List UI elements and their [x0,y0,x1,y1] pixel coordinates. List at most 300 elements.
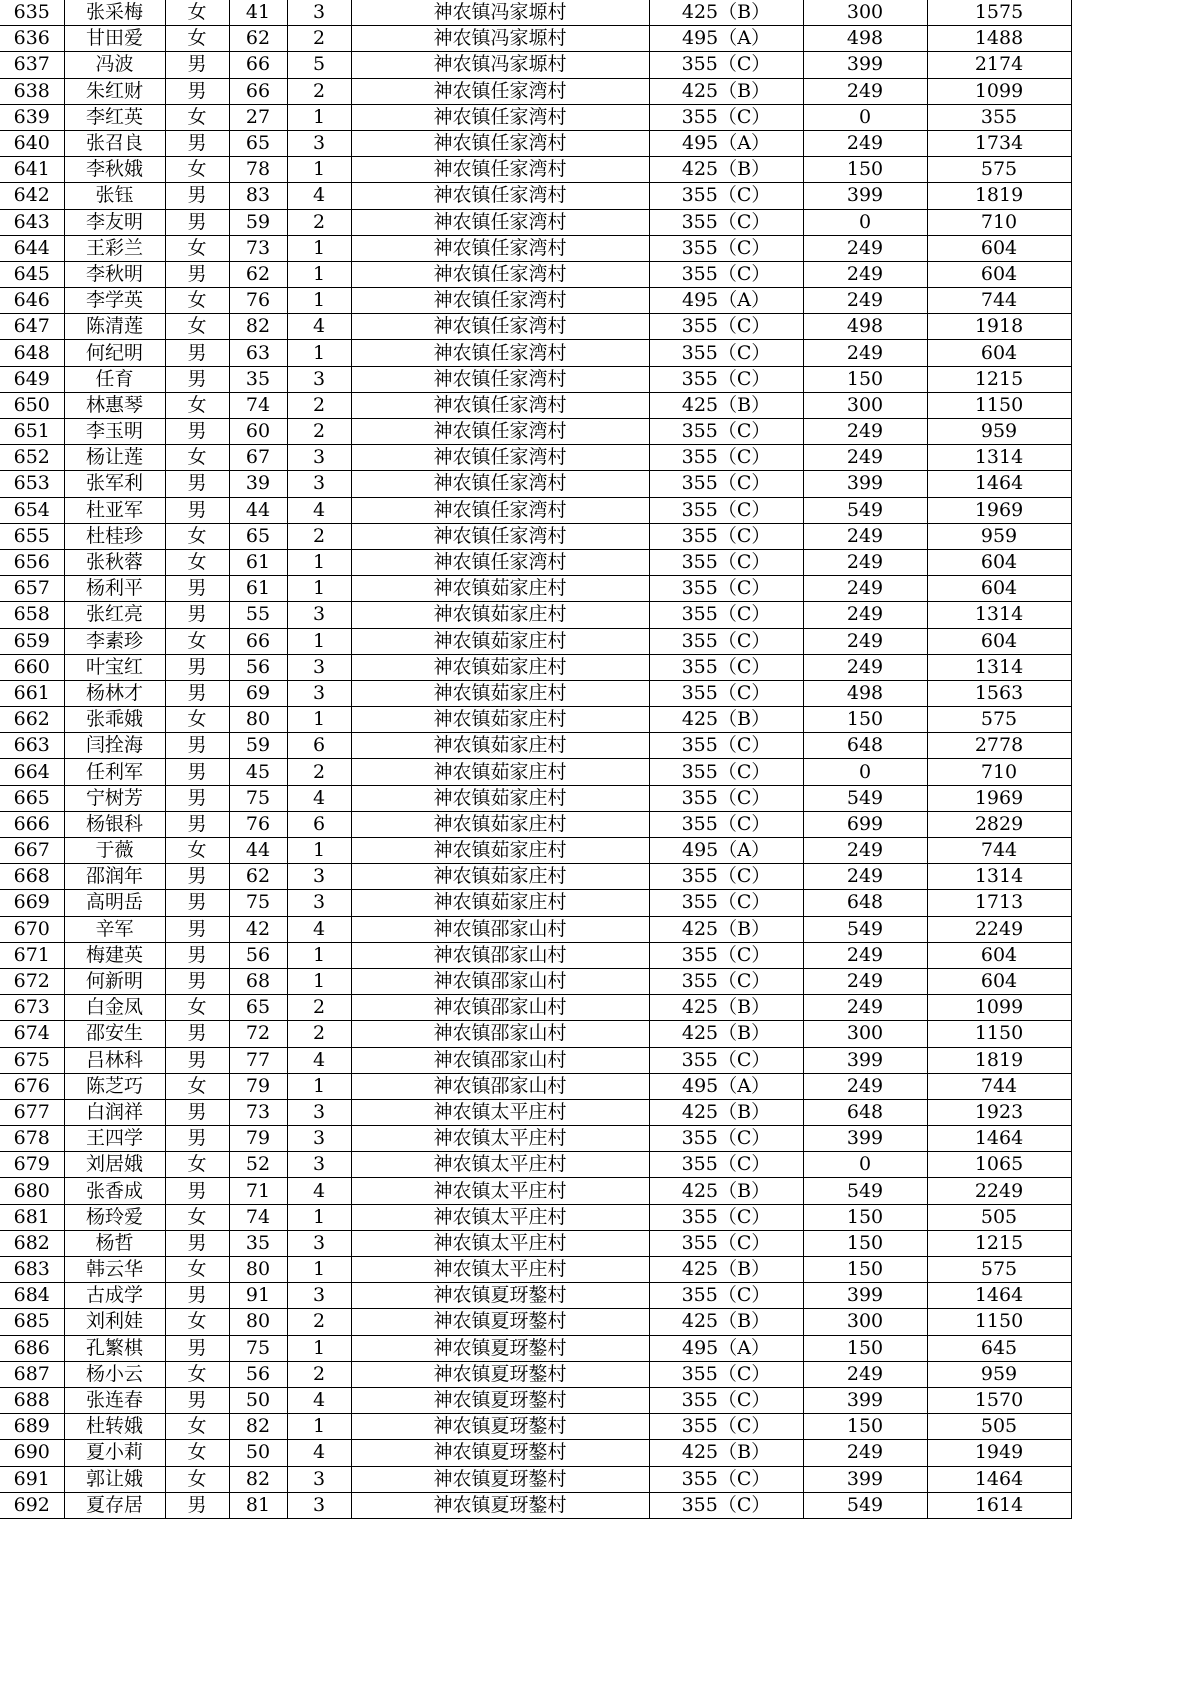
subsidy-amount-cell: 498 [803,314,927,340]
standard-level-cell: 355（C） [649,523,803,549]
person-name-cell: 杜桂珍 [64,523,165,549]
subsidy-amount-cell: 549 [803,1178,927,1204]
gender-cell: 男 [165,52,229,78]
total-amount-cell: 710 [927,209,1071,235]
village-cell: 神农镇茹家庄村 [351,576,649,602]
gender-cell: 男 [165,1387,229,1413]
table-row [0,890,1071,916]
age-cell: 55 [229,602,287,628]
age-cell: 75 [229,785,287,811]
total-amount-cell: 1314 [927,445,1071,471]
village-cell: 神农镇冯家塬村 [351,26,649,52]
village-cell: 神农镇任家湾村 [351,104,649,130]
age-cell: 76 [229,288,287,314]
village-cell: 神农镇夏玡鏊村 [351,1309,649,1335]
row-number-cell: 653 [0,471,64,497]
gender-cell: 女 [165,1414,229,1440]
table-row [0,549,1071,575]
standard-level-cell: 355（C） [649,654,803,680]
row-number-cell: 682 [0,1230,64,1256]
table-row [0,340,1071,366]
row-number-cell: 690 [0,1440,64,1466]
total-amount-cell: 1570 [927,1387,1071,1413]
age-cell: 80 [229,707,287,733]
subsidy-amount-cell: 498 [803,680,927,706]
person-name-cell: 于薇 [64,838,165,864]
household-size-cell: 1 [287,1204,351,1230]
table-row [0,942,1071,968]
person-name-cell: 刘居娥 [64,1152,165,1178]
household-size-cell: 4 [287,1047,351,1073]
subsidy-amount-cell: 0 [803,104,927,130]
gender-cell: 女 [165,1073,229,1099]
gender-cell: 男 [165,183,229,209]
age-cell: 76 [229,811,287,837]
village-cell: 神农镇任家湾村 [351,130,649,156]
total-amount-cell: 1464 [927,1466,1071,1492]
age-cell: 56 [229,1361,287,1387]
village-cell: 神农镇茹家庄村 [351,733,649,759]
person-name-cell: 白金凤 [64,995,165,1021]
standard-level-cell: 355（C） [649,471,803,497]
person-name-cell: 杨让莲 [64,445,165,471]
gender-cell: 女 [165,104,229,130]
age-cell: 72 [229,1021,287,1047]
household-size-cell: 3 [287,1230,351,1256]
row-number-cell: 644 [0,235,64,261]
village-cell: 神农镇茹家庄村 [351,864,649,890]
row-number-cell: 673 [0,995,64,1021]
total-amount-cell: 1819 [927,1047,1071,1073]
standard-level-cell: 355（C） [649,104,803,130]
household-size-cell: 2 [287,78,351,104]
table-row [0,1466,1071,1492]
person-name-cell: 梅建英 [64,942,165,968]
table-row [0,628,1071,654]
person-name-cell: 叶宝红 [64,654,165,680]
row-number-cell: 668 [0,864,64,890]
village-cell: 神农镇太平庄村 [351,1152,649,1178]
household-size-cell: 1 [287,838,351,864]
table-row [0,445,1071,471]
table-row [0,78,1071,104]
gender-cell: 男 [165,733,229,759]
standard-level-cell: 425（B） [649,392,803,418]
subsidy-amount-cell: 249 [803,419,927,445]
gender-cell: 女 [165,1440,229,1466]
standard-level-cell: 425（B） [649,916,803,942]
row-number-cell: 645 [0,261,64,287]
total-amount-cell: 505 [927,1204,1071,1230]
gender-cell: 男 [165,864,229,890]
row-number-cell: 636 [0,26,64,52]
standard-level-cell: 355（C） [649,366,803,392]
row-number-cell: 674 [0,1021,64,1047]
age-cell: 45 [229,759,287,785]
gender-cell: 女 [165,445,229,471]
age-cell: 59 [229,209,287,235]
gender-cell: 男 [165,366,229,392]
total-amount-cell: 1150 [927,392,1071,418]
subsidy-amount-cell: 249 [803,288,927,314]
standard-level-cell: 355（C） [649,1492,803,1518]
age-cell: 44 [229,497,287,523]
standard-level-cell: 355（C） [649,602,803,628]
standard-level-cell: 495（A） [649,26,803,52]
household-size-cell: 4 [287,314,351,340]
table-row [0,1230,1071,1256]
table-row [0,838,1071,864]
subsidy-amount-cell: 150 [803,1257,927,1283]
village-cell: 神农镇茹家庄村 [351,628,649,654]
gender-cell: 男 [165,1126,229,1152]
row-number-cell: 652 [0,445,64,471]
standard-level-cell: 425（B） [649,157,803,183]
table-row [0,759,1071,785]
household-size-cell: 3 [287,864,351,890]
table-row [0,1152,1071,1178]
household-size-cell: 6 [287,733,351,759]
person-name-cell: 李秋娥 [64,157,165,183]
standard-level-cell: 355（C） [649,340,803,366]
total-amount-cell: 1314 [927,602,1071,628]
village-cell: 神农镇任家湾村 [351,471,649,497]
table-row [0,314,1071,340]
age-cell: 66 [229,78,287,104]
gender-cell: 男 [165,340,229,366]
person-name-cell: 杨小云 [64,1361,165,1387]
person-name-cell: 杨林才 [64,680,165,706]
gender-cell: 女 [165,157,229,183]
standard-level-cell: 355（C） [649,445,803,471]
village-cell: 神农镇茹家庄村 [351,707,649,733]
gender-cell: 男 [165,1099,229,1125]
table-row [0,1204,1071,1230]
total-amount-cell: 575 [927,707,1071,733]
standard-level-cell: 355（C） [649,52,803,78]
person-name-cell: 闫拴海 [64,733,165,759]
gender-cell: 女 [165,392,229,418]
age-cell: 35 [229,366,287,392]
village-cell: 神农镇冯家塬村 [351,52,649,78]
village-cell: 神农镇夏玡鏊村 [351,1440,649,1466]
subsidy-amount-cell: 498 [803,26,927,52]
village-cell: 神农镇太平庄村 [351,1257,649,1283]
subsidy-amount-cell: 399 [803,183,927,209]
household-size-cell: 2 [287,1361,351,1387]
table-row [0,419,1071,445]
age-cell: 66 [229,52,287,78]
standard-level-cell: 425（B） [649,1257,803,1283]
gender-cell: 女 [165,1361,229,1387]
person-name-cell: 杨利平 [64,576,165,602]
total-amount-cell: 1918 [927,314,1071,340]
person-name-cell: 甘田爱 [64,26,165,52]
person-name-cell: 孔繁棋 [64,1335,165,1361]
subsidy-amount-cell: 249 [803,1073,927,1099]
household-size-cell: 3 [287,680,351,706]
standard-level-cell: 355（C） [649,942,803,968]
household-size-cell: 1 [287,104,351,130]
standard-level-cell: 355（C） [649,1466,803,1492]
age-cell: 41 [229,0,287,26]
village-cell: 神农镇夏玡鏊村 [351,1466,649,1492]
subsidy-amount-cell: 399 [803,1466,927,1492]
row-number-cell: 670 [0,916,64,942]
household-size-cell: 2 [287,995,351,1021]
table-row [0,1492,1071,1518]
person-name-cell: 王四学 [64,1126,165,1152]
gender-cell: 男 [165,916,229,942]
gender-cell: 女 [165,1152,229,1178]
total-amount-cell: 604 [927,549,1071,575]
standard-level-cell: 355（C） [649,261,803,287]
total-amount-cell: 959 [927,523,1071,549]
total-amount-cell: 1969 [927,785,1071,811]
village-cell: 神农镇邵家山村 [351,968,649,994]
row-number-cell: 692 [0,1492,64,1518]
person-name-cell: 张召良 [64,130,165,156]
age-cell: 27 [229,104,287,130]
row-number-cell: 659 [0,628,64,654]
total-amount-cell: 575 [927,1257,1071,1283]
row-number-cell: 686 [0,1335,64,1361]
village-cell: 神农镇夏玡鏊村 [351,1414,649,1440]
row-number-cell: 685 [0,1309,64,1335]
person-name-cell: 韩云华 [64,1257,165,1283]
subsidy-amount-cell: 150 [803,366,927,392]
person-name-cell: 任利军 [64,759,165,785]
table-row [0,916,1071,942]
table-row [0,968,1071,994]
total-amount-cell: 2174 [927,52,1071,78]
household-size-cell: 3 [287,602,351,628]
total-amount-cell: 505 [927,1414,1071,1440]
subsidy-amount-cell: 150 [803,707,927,733]
table-row [0,157,1071,183]
person-name-cell: 林惠琴 [64,392,165,418]
row-number-cell: 641 [0,157,64,183]
person-name-cell: 李红英 [64,104,165,130]
household-size-cell: 4 [287,1387,351,1413]
age-cell: 78 [229,157,287,183]
person-name-cell: 辛军 [64,916,165,942]
total-amount-cell: 744 [927,1073,1071,1099]
table-row [0,707,1071,733]
gender-cell: 女 [165,235,229,261]
row-number-cell: 684 [0,1283,64,1309]
standard-level-cell: 355（C） [649,1204,803,1230]
row-number-cell: 649 [0,366,64,392]
subsidy-amount-cell: 549 [803,1492,927,1518]
village-cell: 神农镇任家湾村 [351,392,649,418]
household-size-cell: 3 [287,366,351,392]
age-cell: 50 [229,1440,287,1466]
table-row [0,1047,1071,1073]
standard-level-cell: 355（C） [649,1126,803,1152]
person-name-cell: 李秋明 [64,261,165,287]
total-amount-cell: 1150 [927,1309,1071,1335]
person-name-cell: 邵安生 [64,1021,165,1047]
household-size-cell: 1 [287,1335,351,1361]
table-row [0,130,1071,156]
household-size-cell: 4 [287,497,351,523]
household-size-cell: 1 [287,549,351,575]
standard-level-cell: 355（C） [649,1047,803,1073]
person-name-cell: 李友明 [64,209,165,235]
village-cell: 神农镇太平庄村 [351,1230,649,1256]
household-size-cell: 3 [287,130,351,156]
table-row [0,52,1071,78]
row-number-cell: 642 [0,183,64,209]
person-name-cell: 杜转娥 [64,1414,165,1440]
table-row [0,523,1071,549]
household-size-cell: 1 [287,707,351,733]
subsidy-amount-cell: 549 [803,497,927,523]
age-cell: 73 [229,1099,287,1125]
table-row [0,471,1071,497]
subsidy-amount-cell: 549 [803,785,927,811]
age-cell: 42 [229,916,287,942]
household-size-cell: 3 [287,471,351,497]
age-cell: 74 [229,1204,287,1230]
person-name-cell: 何纪明 [64,340,165,366]
person-name-cell: 陈芝巧 [64,1073,165,1099]
village-cell: 神农镇任家湾村 [351,209,649,235]
village-cell: 神农镇邵家山村 [351,942,649,968]
person-name-cell: 张秋蓉 [64,549,165,575]
gender-cell: 女 [165,26,229,52]
standard-level-cell: 355（C） [649,419,803,445]
total-amount-cell: 645 [927,1335,1071,1361]
village-cell: 神农镇茹家庄村 [351,680,649,706]
subsidy-amount-cell: 150 [803,1204,927,1230]
subsidy-amount-cell: 249 [803,549,927,575]
standard-level-cell: 355（C） [649,811,803,837]
row-number-cell: 647 [0,314,64,340]
household-size-cell: 1 [287,1073,351,1099]
total-amount-cell: 1614 [927,1492,1071,1518]
standard-level-cell: 425（B） [649,78,803,104]
person-name-cell: 古成学 [64,1283,165,1309]
row-number-cell: 658 [0,602,64,628]
village-cell: 神农镇任家湾村 [351,235,649,261]
village-cell: 神农镇邵家山村 [351,995,649,1021]
total-amount-cell: 2778 [927,733,1071,759]
village-cell: 神农镇茹家庄村 [351,759,649,785]
table-row [0,0,1071,26]
village-cell: 神农镇任家湾村 [351,78,649,104]
age-cell: 67 [229,445,287,471]
standard-level-cell: 355（C） [649,1414,803,1440]
table-row [0,864,1071,890]
total-amount-cell: 1575 [927,0,1071,26]
person-name-cell: 夏存居 [64,1492,165,1518]
gender-cell: 女 [165,0,229,26]
person-name-cell: 朱红财 [64,78,165,104]
household-size-cell: 2 [287,523,351,549]
row-number-cell: 688 [0,1387,64,1413]
row-number-cell: 691 [0,1466,64,1492]
village-cell: 神农镇茹家庄村 [351,602,649,628]
age-cell: 80 [229,1257,287,1283]
age-cell: 63 [229,340,287,366]
standard-level-cell: 355（C） [649,183,803,209]
gender-cell: 男 [165,209,229,235]
person-name-cell: 任育 [64,366,165,392]
age-cell: 75 [229,890,287,916]
age-cell: 75 [229,1335,287,1361]
subsidy-amount-cell: 300 [803,0,927,26]
total-amount-cell: 744 [927,288,1071,314]
total-amount-cell: 959 [927,419,1071,445]
row-number-cell: 664 [0,759,64,785]
household-size-cell: 6 [287,811,351,837]
total-amount-cell: 1464 [927,1126,1071,1152]
standard-level-cell: 355（C） [649,759,803,785]
standard-level-cell: 425（B） [649,995,803,1021]
table-row [0,811,1071,837]
age-cell: 35 [229,1230,287,1256]
subsidy-amount-cell: 399 [803,1283,927,1309]
row-number-cell: 657 [0,576,64,602]
age-cell: 62 [229,864,287,890]
total-amount-cell: 1949 [927,1440,1071,1466]
standard-level-cell: 355（C） [649,1230,803,1256]
standard-level-cell: 425（B） [649,1309,803,1335]
village-cell: 神农镇太平庄村 [351,1099,649,1125]
table-row [0,183,1071,209]
village-cell: 神农镇冯家塬村 [351,0,649,26]
total-amount-cell: 1713 [927,890,1071,916]
table-row [0,1335,1071,1361]
table-row [0,602,1071,628]
person-name-cell: 邵润年 [64,864,165,890]
person-name-cell: 张军利 [64,471,165,497]
village-cell: 神农镇任家湾村 [351,523,649,549]
row-number-cell: 660 [0,654,64,680]
subsidy-amount-cell: 0 [803,209,927,235]
standard-level-cell: 355（C） [649,549,803,575]
total-amount-cell: 1215 [927,1230,1071,1256]
age-cell: 50 [229,1387,287,1413]
total-amount-cell: 959 [927,1361,1071,1387]
table-row [0,104,1071,130]
row-number-cell: 635 [0,0,64,26]
village-cell: 神农镇任家湾村 [351,497,649,523]
person-name-cell: 杨哲 [64,1230,165,1256]
table-row [0,1309,1071,1335]
total-amount-cell: 744 [927,838,1071,864]
standard-level-cell: 355（C） [649,576,803,602]
standard-level-cell: 425（B） [649,1021,803,1047]
subsidy-amount-cell: 150 [803,1335,927,1361]
row-number-cell: 683 [0,1257,64,1283]
row-number-cell: 638 [0,78,64,104]
row-number-cell: 643 [0,209,64,235]
total-amount-cell: 604 [927,340,1071,366]
village-cell: 神农镇太平庄村 [351,1204,649,1230]
total-amount-cell: 1969 [927,497,1071,523]
row-number-cell: 667 [0,838,64,864]
household-size-cell: 1 [287,1414,351,1440]
total-amount-cell: 1464 [927,1283,1071,1309]
age-cell: 82 [229,314,287,340]
household-size-cell: 4 [287,1440,351,1466]
standard-level-cell: 355（C） [649,1283,803,1309]
village-cell: 神农镇夏玡鏊村 [351,1387,649,1413]
age-cell: 62 [229,26,287,52]
